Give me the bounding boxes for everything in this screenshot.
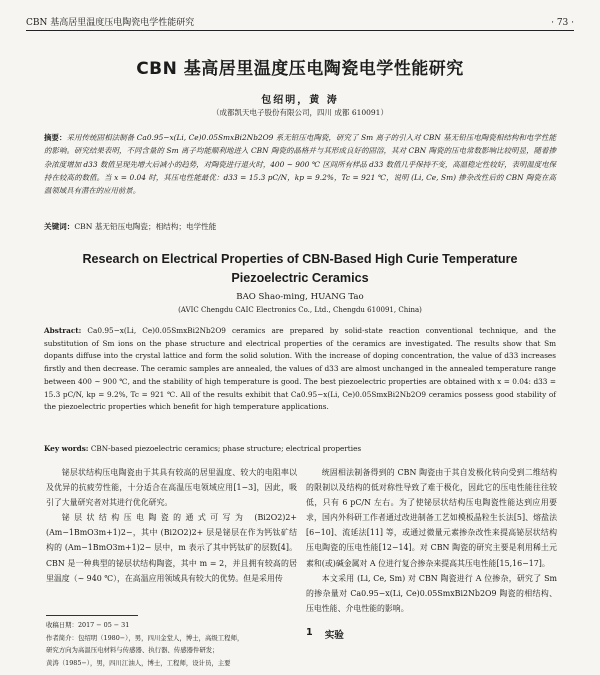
running-header-journal: CBN 基高居里温度压电陶瓷电学性能研究 bbox=[26, 18, 195, 28]
page-number: · 73 · bbox=[551, 18, 574, 28]
body-paragraph: 铋层状结构压电陶瓷由于其具有较高的居里温度、较大的电阻率以及优异的抗疲劳性能，十分适合在高温压电领域应用[1−3]，因此，吸引了大量研究者对其进行优化研究。 bbox=[46, 468, 297, 508]
footnote-line: 收稿日期：2017 − 05 − 31 bbox=[46, 621, 130, 629]
abstract-chinese-label: 摘要： bbox=[44, 133, 67, 142]
section-heading bbox=[306, 627, 344, 641]
authors-chinese: 包绍明，黄 涛 bbox=[261, 95, 339, 106]
abstract-english-label: Abstract: bbox=[44, 326, 82, 335]
affiliation-chinese: （成都凯天电子股份有限公司，四川 成都 610091） bbox=[212, 108, 388, 117]
keywords-chinese-label: 关键词： bbox=[44, 222, 75, 231]
authors-english: BAO Shao-ming, HUANG Tao bbox=[236, 292, 364, 302]
body-column-left bbox=[46, 465, 297, 609]
abstract-english bbox=[44, 325, 556, 414]
keywords-english-text: CBN-based piezoelectric ceramics; phase structure; electrical properties bbox=[90, 444, 362, 453]
affiliation-english: (AVIC Chengdu CAIC Electronics Co., Ltd., Chengdu 610091, China) bbox=[178, 306, 422, 314]
footnotes bbox=[46, 619, 296, 669]
section-title: 实验 bbox=[324, 630, 344, 641]
keywords-chinese bbox=[44, 221, 556, 232]
body-column-right bbox=[306, 465, 557, 613]
footnote-divider bbox=[46, 615, 138, 616]
keywords-chinese-text: CBN 基无铅压电陶瓷；相结构；电学性能 bbox=[74, 222, 217, 231]
footnote-line: 作者简介：包绍明（1980−），男，四川金堂人，博士，高级工程师， bbox=[46, 633, 244, 642]
paper-title-chinese: CBN 基高居里温度压电陶瓷电学性能研究 bbox=[136, 59, 464, 79]
keywords-english-label: Key words: bbox=[44, 444, 89, 453]
footnote-line: 研究方向为高温压电材料与传感器、执行器、传感器件研发； bbox=[46, 646, 219, 655]
body-paragraph: 统固相法制备得到的 CBN 陶瓷由于其自发极化转向受到二维结构的限制以及结构的低对称性导致了难于极化，因此它的压电性能往往较低，只有 6 pC/N 左右。为了使铋层状结构压电陶瓷性能达到应用要求，国内外科研工作者通过改进制备工艺如模板晶粒生长法[5]、熔盐法[6−10]、流延法[11] 等，或通过微量元素掺杂改性来提高铋层状结构压电陶瓷的压电性能[12−14]。对 CBN 陶瓷的研究主要是利用稀土元素和(或)碱金属对 A 位进行复合掺杂来提高其压电性能[15,16−17]。 bbox=[306, 468, 557, 568]
body-paragraph: 本文采用 (Li, Ce, Sm) 对 CBN 陶瓷进行 A 位掺杂，研究了 Sm 的掺杂量对 Ca0.95−x(Li, Ce)0.05SmxBi2Nb2O9 陶瓷的相结构、压电性能、介电性能的影响。 bbox=[306, 573, 557, 613]
running-header bbox=[26, 12, 574, 31]
abstract-chinese bbox=[44, 131, 556, 197]
paper-title-english: Research on Electrical Properties of CBN-Based High Curie Temperature Piezoelectric Ceramics bbox=[82, 252, 518, 285]
abstract-chinese-text: 采用传统固相法制备 Ca0.95−x(Li, Ce)0.05SmxBi2Nb2O9 系无铅压电陶瓷，研究了 Sm 离子的引入对 CBN 基无铅压电陶瓷相结构和电学性能的影响。研究结果表明，不同含量的 Sm 离子均能顺利地进入 CBN 陶瓷的晶格并与其形成良好的固溶，其对 CBN 陶瓷的压电常数影响比较明显，随着掺杂浓度增加 d33 数值呈现先增大后减小的趋势，对陶瓷进行退火时，400 ~ 900 ℃ 区间所有样品 d33 数值几乎保持不变，高温稳定性较好，表明温度电保持在较高的数值。当 x = 0.04 时，其压电性能最优：d33 = 15.3 pC/N，kp = 9.2%，Tc = 921 ℃，说明 (Li, Ce, Sm) 掺杂改性后的 CBN 陶瓷在高温领域具有潜在的应用前景。 bbox=[44, 133, 556, 196]
section-number: 1 bbox=[306, 627, 313, 638]
abstract-english-text: Ca0.95−x(Li, Ce)0.05SmxBi2Nb2O9 ceramics are prepared by solid-state reaction conventional technique, and the substitution of Sm ions on the phase structure and electrical properties of the ceramics are investigated. The results show that Sm dopants diffuse into the crystal lattice and form the solid solution. With the increase of doping concentration, the value of d33 increases firstly and then decrease. The ceramic samples are annealed, the values of d33 are almost unchanged in the annealed temperature range between 400 ~ 900 ℃, and the stability of high temperature is good. The best piezoelectric properties are obtained with x = 0.04: d33 = 15.3 pC/N, kp = 9.2%, Tc = 921 ℃. All of the results exhibit that Ca0.95−x(Li, Ce)0.05SmxBi2Nb2O9 ceramics possess good stability of the piezoelectric properties which benefit for high temperature applications. bbox=[44, 326, 556, 412]
keywords-english bbox=[44, 444, 556, 453]
body-paragraph: 铋层状结构压电陶瓷的通式可写为 (Bi2O2)2+(Am−1BmO3m+1)2−，其中 (Bi2O2)2+ 层是铋层在作为钙钛矿结构的 (Am−1BmO3m+1)2− 层中，m 表示了其中钙钛矿的层数[4]。CBN 是一种典型的铋层状结构陶瓷，其中 m = 2，并且拥有较高的居里温度（~ 940 ℃），在高温应用领域具有较大的优势。但是采用传 bbox=[46, 513, 297, 583]
footnote-line: 黄涛（1985−），男，四川江油人，博士，工程师，设计员，主要 bbox=[46, 658, 231, 667]
